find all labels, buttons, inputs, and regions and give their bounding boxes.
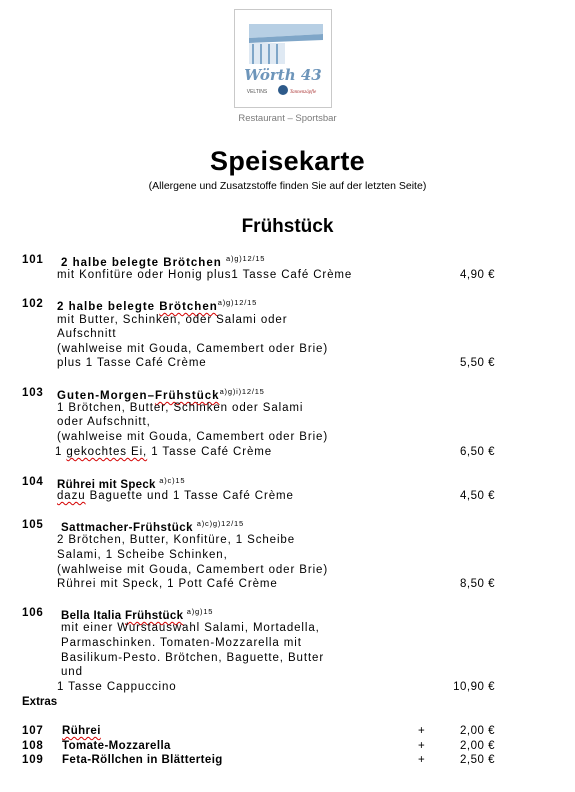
item-number: 102 — [22, 298, 44, 310]
allergen-code: a)c)15 — [159, 476, 186, 485]
item-number: 108 — [22, 740, 44, 752]
svg-text:VELTINS: VELTINS — [246, 89, 268, 95]
item-name: Bella Italia Frühstück $^{a)g)15}$ — [61, 607, 214, 622]
extras-heading: Extras — [22, 696, 58, 708]
item-name: 2 halbe belegte Brötchen $^{a)g)12/15}$ — [61, 254, 266, 269]
item-description: und — [61, 666, 83, 678]
item-price: 2,00 € — [460, 725, 495, 737]
item-number: 109 — [22, 754, 44, 766]
section-title: Frühstück — [241, 216, 334, 237]
item-number: 101 — [22, 254, 44, 266]
item-description: Parmaschinken. Tomaten-Mozzarella mit — [61, 637, 302, 649]
item-number: 106 — [22, 607, 44, 619]
item-price: 5,50 € — [460, 357, 495, 369]
plus-sign: + — [418, 725, 425, 737]
item-price: 8,50 € — [460, 578, 495, 590]
subtitle: Restaurant – Sportsbar — [238, 113, 337, 124]
item-description: Basilikum-Pesto. Brötchen, Baguette, Butter — [61, 652, 325, 664]
item-description: mit Butter, Schinken, oder Salami oder — [57, 314, 288, 326]
item-description: (wahlweise mit Gouda, Camembert oder Brie) — [57, 564, 329, 576]
item-price: 4,90 € — [460, 269, 495, 281]
item-name: Feta-Röllchen in Blätterteig — [62, 754, 223, 766]
item-number: 107 — [22, 725, 44, 737]
item-description: (wahlweise mit Gouda, Camembert oder Brie) — [57, 431, 329, 443]
item-name: Rührei — [62, 725, 101, 737]
item-description: oder Aufschnitt, — [57, 416, 151, 428]
item-description: 1 gekochtes Ei, 1 Tasse Café Crème — [55, 446, 273, 458]
item-price: 2,00 € — [460, 740, 495, 752]
item-number: 103 — [22, 387, 44, 399]
item-price: 4,50 € — [460, 490, 495, 502]
item-name: Guten-Morgen–Frühstück$^{a)g)i)12/15}$ — [57, 387, 265, 402]
item-description: (wahlweise mit Gouda, Camembert oder Brie) — [57, 343, 329, 355]
item-description: 2 Brötchen, Butter, Konfitüre, 1 Scheibe — [57, 534, 296, 546]
item-name: Sattmacher-Frühstück $^{a)c)g)12/15}$ — [61, 519, 244, 534]
item-description: 1 Brötchen, Butter, Schinken oder Salami — [57, 402, 304, 414]
item-price: 2,50 € — [460, 754, 495, 766]
logo-graphic — [235, 10, 331, 107]
item-name: 2 halbe belegte Brötchen$^{a)g)12/15}$ — [57, 298, 258, 313]
logo-brand-text: Wörth 43 — [244, 66, 322, 84]
allergen-code: a)g)12/15 — [225, 254, 266, 263]
item-description: mit einer Wurstauswahl Salami, Mortadella, — [61, 622, 320, 634]
item-name: Rührei mit Speck $^{a)c)15}$ — [57, 476, 186, 491]
item-description: dazu Baguette und 1 Tasse Café Crème — [57, 490, 294, 502]
plus-sign: + — [418, 754, 425, 766]
item-description: Rührei mit Speck, 1 Pott Café Crème — [57, 578, 278, 590]
allergen-code: a)g)15 — [186, 607, 214, 616]
item-price: 6,50 € — [460, 446, 495, 458]
item-number: 104 — [22, 476, 44, 488]
allergen-code: a)g)12/15 — [217, 298, 258, 307]
item-description: Salami, 1 Scheibe Schinken, — [57, 549, 228, 561]
page-title: Speisekarte — [210, 146, 365, 176]
item-name: Tomate-Mozzarella — [62, 740, 171, 752]
item-description: plus 1 Tasse Café Crème — [57, 357, 207, 369]
allergen-code: a)g)i)12/15 — [219, 387, 265, 396]
plus-sign: + — [418, 740, 425, 752]
item-number: 105 — [22, 519, 44, 531]
restaurant-logo — [234, 9, 332, 108]
allergen-code: a)c)g)12/15 — [196, 519, 244, 528]
svg-text:Tannenzäpfle: Tannenzäpfle — [289, 90, 317, 95]
item-description: mit Konfitüre oder Honig plus1 Tasse Café Crème — [57, 269, 353, 281]
item-description: Aufschnitt — [57, 328, 117, 340]
item-description: 1 Tasse Cappuccino — [57, 681, 177, 693]
item-price: 10,90 € — [453, 681, 495, 693]
allergen-note: (Allergene und Zusatzstoffe finden Sie auf der letzten Seite) — [148, 180, 427, 192]
